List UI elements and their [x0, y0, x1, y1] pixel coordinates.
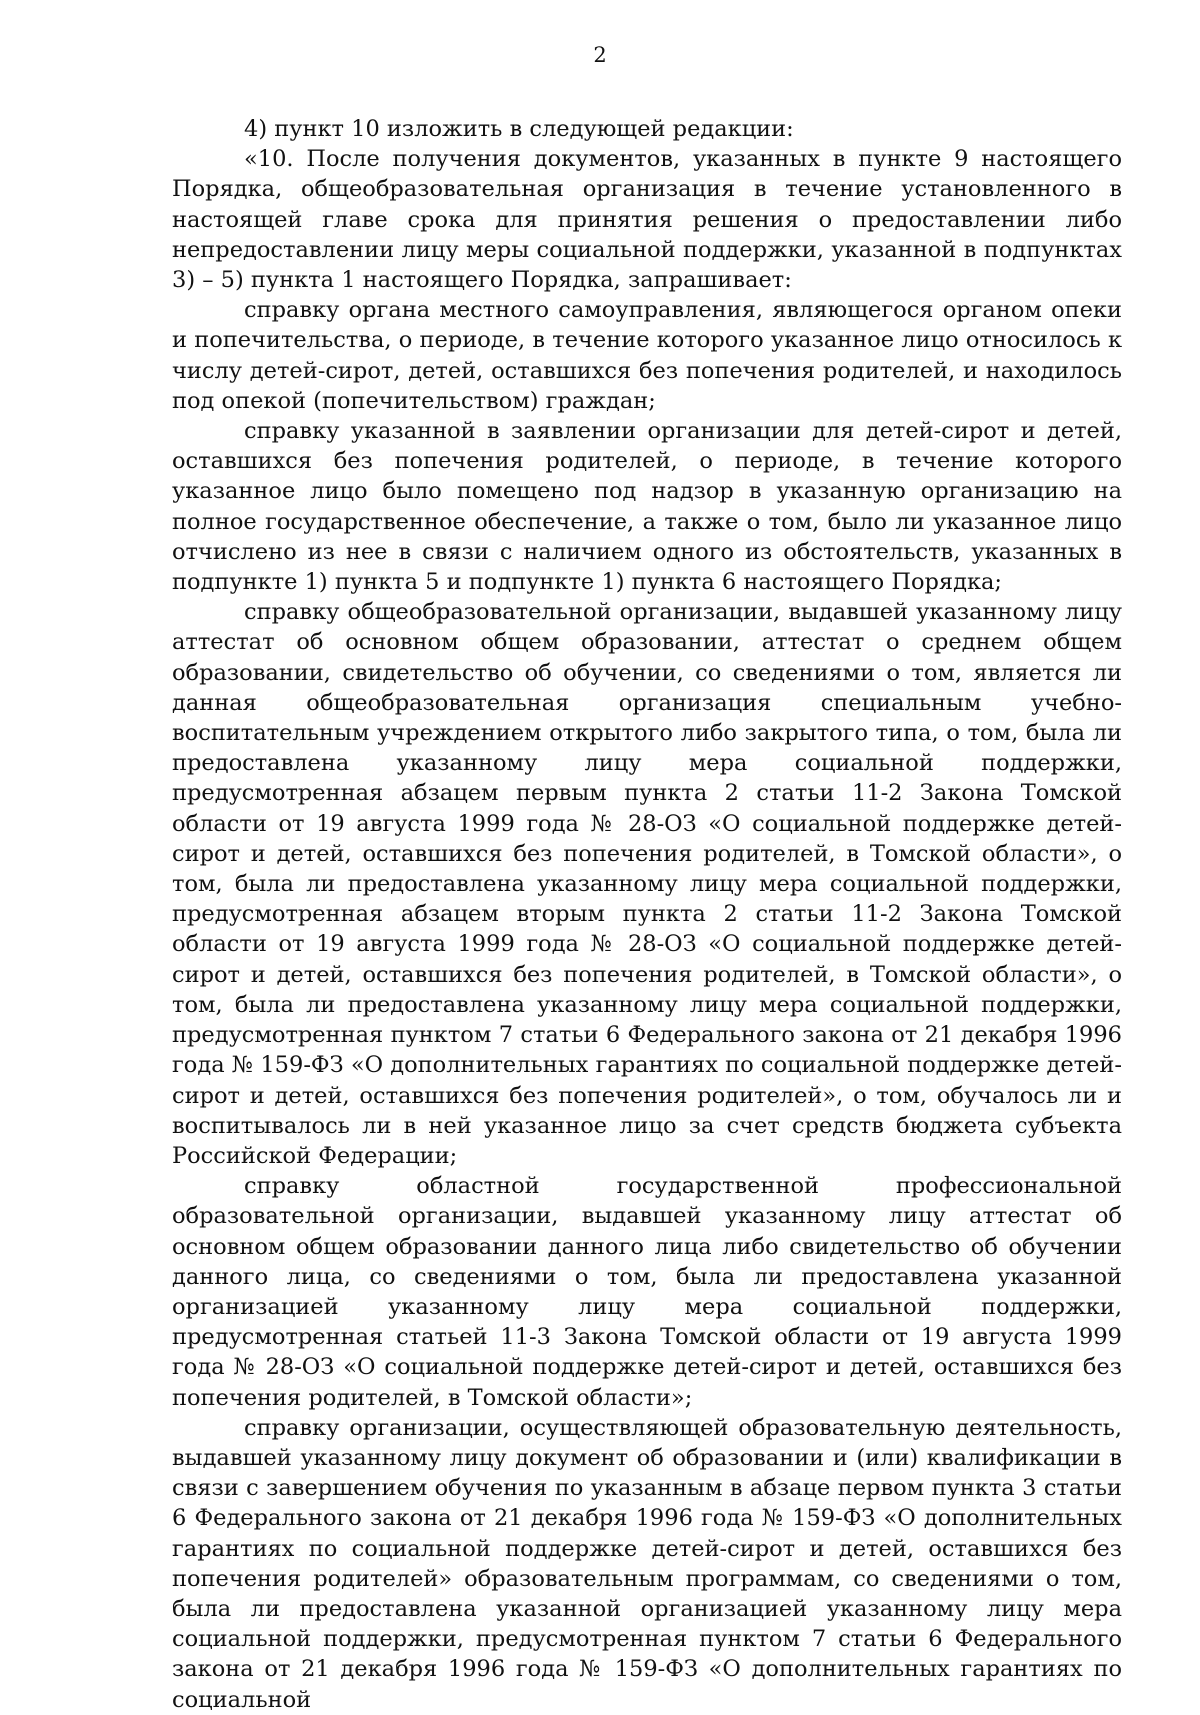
paragraph-point-10: «10. После получения документов, указанных в пункте 9 настоящего Порядка, общеобразовательная организация в течение установленного в настоящей главе срока для принятия решения о предоставлении либо непредоставлении лицу меры социальной поддержки, указанной в подпунктах 3) – 5) пункта 1 настоящего Порядка, запрашивает:	[172, 146, 1122, 294]
paragraph-guardianship-certificate: справку органа местного самоуправления, являющегося органом опеки и попечительства, о периоде, в течение которого указанное лицо относилось к числу детей-сирот, детей, оставшихся без попечения родителей, и находилось под опекой (попечительством) граждан;	[172, 297, 1122, 414]
paragraph-amendment-intro: 4) пункт 10 изложить в следующей редакции:	[244, 116, 794, 142]
paragraph-orphan-organization-certificate: справку указанной в заявлении организации для детей-сирот и детей, оставшихся без попечения родителей, о периоде, в течение которого указанное лицо было помещено под надзор в указанную организацию на полное государственное обеспечение, а также о том, было ли указанное лицо отчислено из нее в связи с наличием одного из обстоятельств, указанных в подпункте 1) пункта 5 и подпункте 1) пункта 6 настоящего Порядка;	[172, 418, 1122, 596]
paragraph-educational-activity-certificate: справку организации, осуществляющей образовательную деятельность, выдавшей указанному лицу документ об образовании и (или) квалификации в связи с завершением обучения по указанным в абзаце первом пункта 3 статьи 6 Федерального закона от 21 декабря 1996 года № 159-ФЗ «О дополнительных гарантиях по социальной поддержке детей-сирот и детей, оставшихся без попечения родителей» образовательным программам, со сведениями о том, была ли предоставлена указанной организацией указанному лицу мера социальной поддержки, предусмотренная пунктом 7 статьи 6 Федерального закона от 21 декабря 1996 года № 159-ФЗ «О дополнительных гарантиях по социальной	[172, 1414, 1122, 1713]
paragraph-vocational-organization-certificate: справку областной государственной профессиональной образовательной организации, выдавшей указанному лицу аттестат об основном общем образовании данного лица либо свидетельство об обучении данного лица, со сведениями о том, была ли предоставлена указанной организацией указанному лицу мера социальной поддержки, предусмотренная статьей 11-3 Закона Томской области от 19 августа 1999 года № 28-ОЗ «О социальной поддержке детей-сирот и детей, оставшихся без попечения родителей, в Томской области»;	[172, 1173, 1122, 1411]
paragraph-school-certificate: справку общеобразовательной организации, выдавшей указанному лицу аттестат об основном общем образовании, аттестат о среднем общем образовании, свидетельство об обучении, со сведениями о том, является ли данная общеобразовательная организация специальным учебно-воспитательным учреждением открытого либо закрытого типа, о том, была ли предоставлена указанному лицу мера социальной поддержки, предусмотренная абзацем первым пункта 2 статьи 11-2 Закона Томской области от 19 августа 1999 года № 28-ОЗ «О социальной поддержке детей-сирот и детей, оставшихся без попечения родителей, в Томской области», о том, была ли предоставлена указанному лицу мера социальной поддержки, предусмотренная абзацем вторым пункта 2 статьи 11-2 Закона Томской области от 19 августа 1999 года № 28-ОЗ «О социальной поддержке детей-сирот и детей, оставшихся без попечения родителей, в Томской области», о том, была ли предоставлена указанному лицу мера социальной поддержки, предусмотренная пунктом 7 статьи 6 Федерального закона от 21 декабря 1996 года № 159-ФЗ «О дополнительных гарантиях по социальной поддержке детей-сирот и детей, оставшихся без попечения родителей», о том, обучалось ли и воспитывалось ли в ней указанное лицо за счет средств бюджета субъекта Российской Федерации;	[172, 599, 1122, 1169]
document-body	[172, 114, 1122, 1715]
page-number: 2	[593, 43, 607, 67]
